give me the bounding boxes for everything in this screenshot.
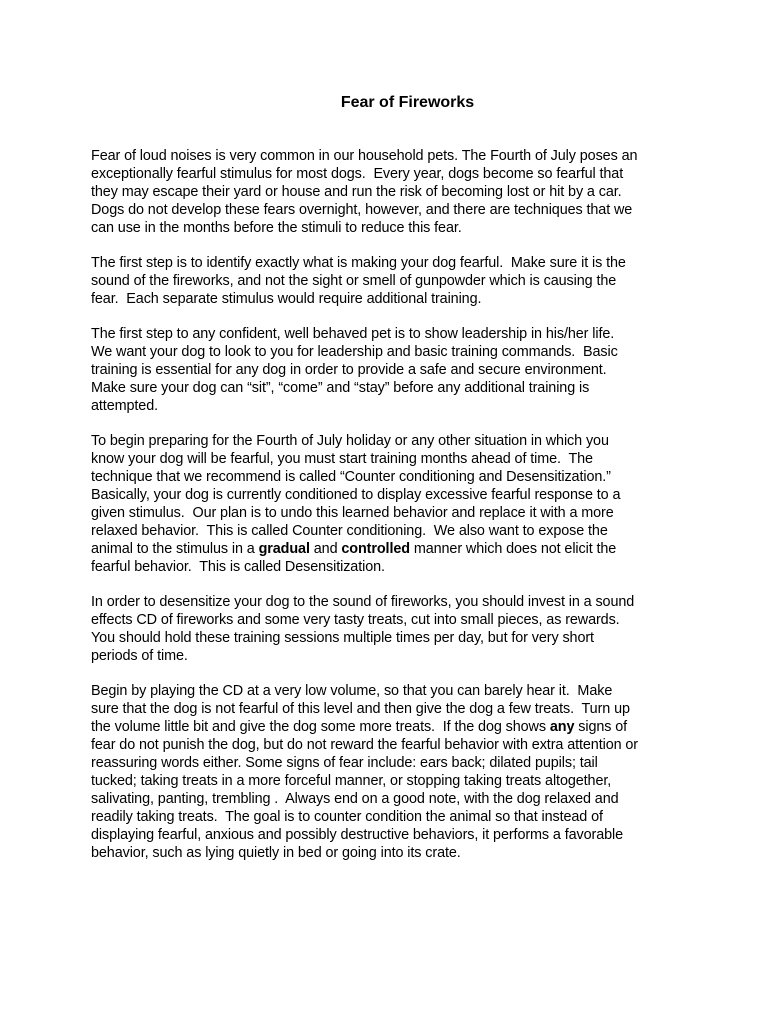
text-line: Fear of loud noises is very common in our household pets. The Fourth of July poses an: [91, 148, 638, 164]
text-line: training is essential for any dog in order to provide a safe and secure environment.: [91, 362, 607, 378]
text-line: attempted.: [91, 398, 158, 414]
text-line: can use in the months before the stimuli to reduce this fear.: [91, 220, 462, 236]
emphasis-controlled: controlled: [341, 541, 410, 557]
text-line: Dogs do not develop these fears overnight, however, and there are techniques that we: [91, 202, 633, 218]
paragraph-identify: [91, 254, 691, 308]
text-line: In order to desensitize your dog to the sound of fireworks, you should invest in a sound: [91, 594, 635, 610]
paragraph-preparing: [91, 432, 691, 576]
text-line: readily taking treats. The goal is to counter condition the animal so that instead of: [91, 809, 603, 825]
text-line: they may escape their yard or house and run the risk of becoming lost or hit by a car.: [91, 184, 622, 200]
text-line: You should hold these training sessions multiple times per day, but for very short: [91, 630, 594, 646]
text-line: know your dog will be fearful, you must start training months ahead of time. The: [91, 451, 593, 467]
text-line: exceptionally fearful stimulus for most dogs. Every year, dogs become so fearful that: [91, 166, 624, 182]
paragraph-intro: [91, 147, 691, 237]
text-line: Begin by playing the CD at a very low volume, so that you can barely hear it. Make: [91, 683, 613, 699]
text-line: sound of the fireworks, and not the sight or smell of gunpowder which is causing the: [91, 273, 617, 289]
text-line: behavior, such as lying quietly in bed or going into its crate.: [91, 845, 461, 861]
text-line: relaxed behavior. This is called Counter conditioning. We also want to expose the: [91, 523, 608, 539]
text-line: fear do not punish the dog, but do not reward the fearful behavior with extra attention or: [91, 737, 638, 753]
text-line: sure that the dog is not fearful of this level and then give the dog a few treats. Turn up: [91, 701, 630, 717]
text-run: the volume little bit and give the dog some more treats. If the dog shows: [91, 719, 550, 735]
text-line: The first step to any confident, well behaved pet is to show leadership in his/her life.: [91, 326, 615, 342]
text-run: and: [309, 541, 342, 557]
text-run: animal to the stimulus in a: [91, 541, 259, 557]
text-line: periods of time.: [91, 648, 188, 664]
text-line: To begin preparing for the Fourth of July holiday or any other situation in which you: [91, 433, 609, 449]
text-line: given stimulus. Our plan is to undo this learned behavior and replace it with a more: [91, 505, 614, 521]
text-line: We want your dog to look to you for leadership and basic training commands. Basic: [91, 344, 618, 360]
text-line: tucked; taking treats in a more forceful manner, or stopping taking treats altogether,: [91, 773, 612, 789]
text-line: salivating, panting, trembling . Always end on a good note, with the dog relaxed and: [91, 791, 619, 807]
document-body: [91, 147, 691, 879]
text-line: effects CD of fireworks and some very tasty treats, cut into small pieces, as rewards.: [91, 612, 620, 628]
text-line: Make sure your dog can “sit”, “come” and “stay” before any additional training is: [91, 380, 590, 396]
text-line-with-emphasis: [91, 718, 691, 736]
text-line: Basically, your dog is currently conditioned to display excessive fearful response to a: [91, 487, 621, 503]
paragraph-leadership: [91, 325, 691, 415]
text-line: displaying fearful, anxious and possibly destructive behaviors, it performs a favorable: [91, 827, 624, 843]
text-line: reassuring words either. Some signs of fear include: ears back; dilated pupils; tail: [91, 755, 598, 771]
text-run: manner which does not elicit the: [409, 541, 617, 557]
text-line: fearful behavior. This is called Desensitization.: [91, 559, 385, 575]
text-line: fear. Each separate stimulus would require additional training.: [91, 291, 482, 307]
paragraph-begin: [91, 682, 691, 862]
text-line-with-emphasis: [91, 540, 691, 558]
text-line: technique that we recommend is called “Counter conditioning and Desensitization.”: [91, 469, 611, 485]
text-line: The first step is to identify exactly what is making your dog fearful. Make sure it is the: [91, 255, 626, 271]
document-title: Fear of Fireworks: [340, 94, 475, 111]
paragraph-desensitize: [91, 593, 691, 665]
emphasis-gradual: gradual: [258, 541, 310, 557]
text-run: signs of: [574, 719, 628, 735]
emphasis-any: any: [549, 719, 575, 735]
